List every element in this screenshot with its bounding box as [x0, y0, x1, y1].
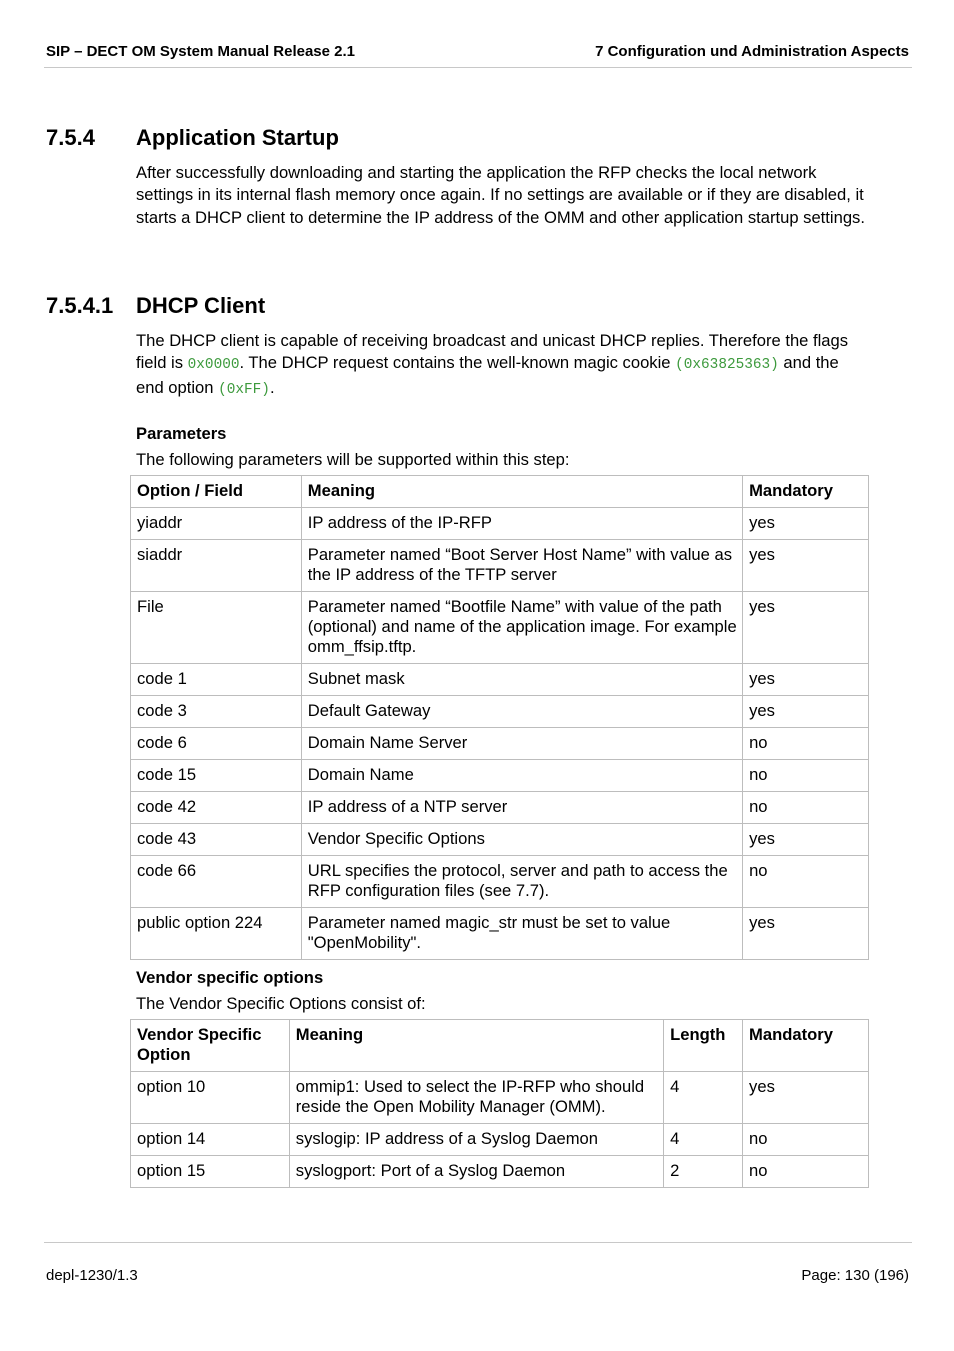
section-title: DHCP Client [136, 293, 266, 318]
table-cell: syslogip: IP address of a Syslog Daemon [289, 1124, 663, 1156]
table-cell: yes [743, 1072, 869, 1124]
text-run: . The DHCP request contains the well-known magic cookie [239, 353, 676, 373]
table-cell: URL specifies the protocol, server and path to access the RFP configuration files (see 7.7). [301, 856, 742, 908]
table-row [131, 1072, 869, 1124]
table-row [131, 728, 869, 760]
table-cell: syslogport: Port of a Syslog Daemon [289, 1156, 663, 1188]
section-number: 7.5.4.1 [46, 293, 114, 318]
page-header [44, 41, 912, 68]
table-cell: yes [743, 696, 869, 728]
table-header-row [131, 1020, 869, 1072]
column-header: Mandatory [743, 1020, 869, 1072]
section-title: Application Startup [136, 125, 339, 150]
page-footer [44, 1242, 912, 1284]
table-cell: yes [743, 908, 869, 960]
footer-page-number: Page: 130 (196) [801, 1267, 909, 1284]
section-number: 7.5.4 [46, 125, 95, 150]
table-cell: Subnet mask [301, 664, 742, 696]
vendor-options-intro: The Vendor Specific Options consist of: [136, 994, 426, 1013]
column-header: Length [664, 1020, 743, 1072]
column-header: Vendor Specific Option [131, 1020, 290, 1072]
column-header: Option / Field [131, 476, 302, 508]
table-cell: no [743, 792, 869, 824]
table-row [131, 540, 869, 592]
table-row [131, 664, 869, 696]
table-cell: code 3 [131, 696, 302, 728]
table-cell: File [131, 592, 302, 664]
table-cell: 4 [664, 1124, 743, 1156]
table-row [131, 696, 869, 728]
table-header-row [131, 476, 869, 508]
text-run: . [269, 377, 275, 397]
table-row [131, 1156, 869, 1188]
text-run: The DHCP client is capable of receiving broadcast and unicast DHCP replies. Therefore the flags field is [136, 331, 849, 373]
table-cell: Default Gateway [301, 696, 742, 728]
header-document-title: SIP – DECT OM System Manual Release 2.1 [46, 43, 356, 60]
table-cell: yes [743, 664, 869, 696]
table-cell: Parameter named “Boot Server Host Name” with value as the IP address of the TFTP server [301, 540, 742, 592]
dhcp-client-paragraph [136, 330, 871, 401]
text-run: and the end option [136, 353, 839, 397]
table-cell: code 66 [131, 856, 302, 908]
table-cell: public option 224 [131, 908, 302, 960]
table-cell: ommip1: Used to select the IP-RFP who should reside the Open Mobility Manager (OMM). [289, 1072, 663, 1124]
code-magic-cookie: (0x63825363) [675, 357, 779, 374]
table-row [131, 908, 869, 960]
table-cell: Domain Name Server [301, 728, 742, 760]
table-row [131, 792, 869, 824]
table-cell: yes [743, 508, 869, 540]
table-cell: code 43 [131, 824, 302, 856]
table-row [131, 592, 869, 664]
table-row [131, 1124, 869, 1156]
table-cell: no [743, 1124, 869, 1156]
column-header: Mandatory [743, 476, 869, 508]
table-cell: 4 [664, 1072, 743, 1124]
table-cell: IP address of the IP-RFP [301, 508, 742, 540]
table-cell: 2 [664, 1156, 743, 1188]
footer-document-id: depl-1230/1.3 [46, 1267, 138, 1284]
vendor-options-heading: Vendor specific options [136, 968, 324, 987]
table-cell: Vendor Specific Options [301, 824, 742, 856]
table-cell: code 6 [131, 728, 302, 760]
application-startup-paragraph: After successfully downloading and starting the application the RFP checks the local network settings in its internal flash memory once again. If no settings are available or if they are disabled, it starts a DHCP client to determine the IP address of the OMM and other application startup settings. [136, 163, 865, 227]
code-flags: 0x0000 [187, 357, 240, 374]
column-header: Meaning [301, 476, 742, 508]
table-cell: option 14 [131, 1124, 290, 1156]
table-row [131, 508, 869, 540]
table-cell: Parameter named magic_str must be set to value "OpenMobility". [301, 908, 742, 960]
table-row [131, 760, 869, 792]
table-cell: yes [743, 824, 869, 856]
table-cell: Domain Name [301, 760, 742, 792]
table-cell: yes [743, 540, 869, 592]
table-row [131, 856, 869, 908]
table-cell: code 42 [131, 792, 302, 824]
table-cell: yes [743, 592, 869, 664]
table-cell: no [743, 728, 869, 760]
table-cell: no [743, 1156, 869, 1188]
table-row [131, 824, 869, 856]
column-header: Meaning [289, 1020, 663, 1072]
parameters-heading: Parameters [136, 424, 227, 443]
table-cell: option 10 [131, 1072, 290, 1124]
vendor-options-table [130, 1019, 869, 1188]
table-cell: no [743, 856, 869, 908]
table-cell: siaddr [131, 540, 302, 592]
table-cell: Parameter named “Bootfile Name” with value of the path (optional) and name of the application image. For example omm_ffsip.tftp. [301, 592, 742, 664]
table-cell: IP address of a NTP server [301, 792, 742, 824]
header-chapter-title: 7 Configuration und Administration Aspects [595, 43, 909, 60]
code-end-option: (0xFF) [218, 381, 270, 398]
table-cell: code 1 [131, 664, 302, 696]
table-cell: code 15 [131, 760, 302, 792]
table-cell: option 15 [131, 1156, 290, 1188]
parameters-table [130, 475, 869, 960]
table-cell: no [743, 760, 869, 792]
parameters-intro: The following parameters will be supported within this step: [136, 450, 570, 469]
table-cell: yiaddr [131, 508, 302, 540]
